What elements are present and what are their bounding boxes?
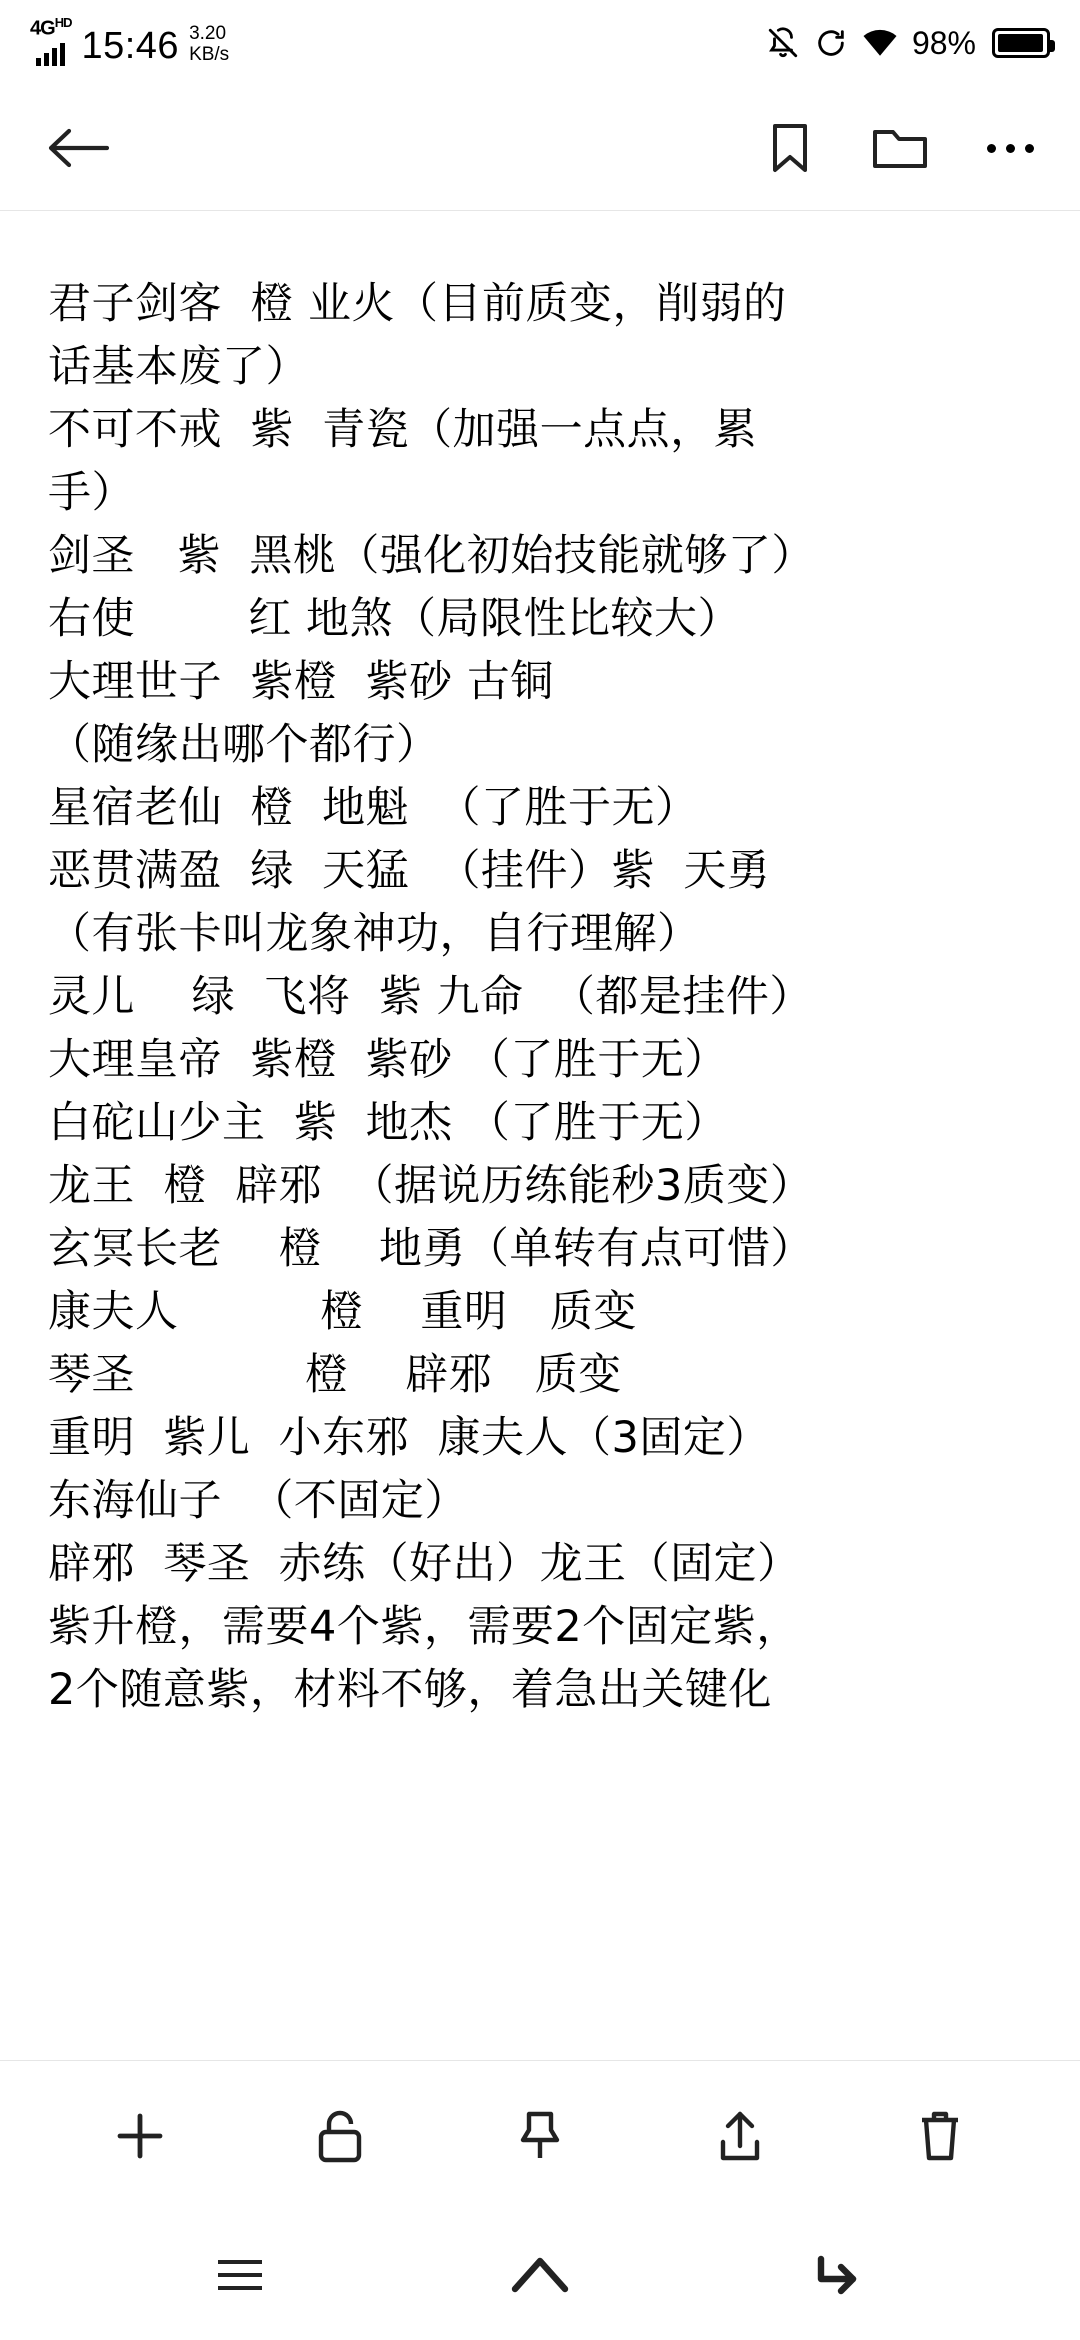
note-line: 话基本废了） [48, 342, 309, 392]
note-line: 白砣山少主 紫 地杰 （了胜于无） [48, 1098, 728, 1148]
note-line: 玄冥长老 橙 地勇（单转有点可惜） [48, 1224, 814, 1274]
more-options-icon[interactable] [987, 144, 1034, 153]
note-line: 星宿老仙 橙 地魁 （了胜于无） [48, 783, 699, 833]
note-line: （有张卡叫龙象神功，自行理解） [48, 909, 701, 959]
pin-icon[interactable] [490, 2086, 590, 2186]
unlock-icon[interactable] [290, 2086, 390, 2186]
wifi-icon [862, 28, 898, 58]
trash-icon[interactable] [890, 2086, 990, 2186]
rotate-lock-icon [814, 26, 848, 60]
network-speed-unit: KB/s [189, 43, 230, 65]
menu-icon[interactable] [185, 2235, 295, 2315]
note-line: 剑圣 紫 黑桃（强化初始技能就够了） [48, 531, 815, 581]
note-line: 大理世子 紫橙 紫砂 古铜 [48, 657, 554, 707]
bookmark-icon[interactable] [767, 122, 813, 174]
note-line: 灵儿 绿 飞将 紫 九命 （都是挂件） [48, 972, 813, 1022]
network-type-label: $4G^{HD}$ [30, 15, 72, 40]
note-line: 辟邪 琴圣 赤练（好出）龙王（固定） [48, 1539, 801, 1589]
back-button[interactable] [36, 125, 120, 171]
note-line: 2个随意紫，材料不够，着急出关键化 [48, 1665, 772, 1715]
status-bar-right [766, 25, 1050, 62]
share-icon[interactable] [690, 2086, 790, 2186]
battery-percent-label: 98% [911, 24, 976, 61]
status-clock: 15:46 [81, 24, 180, 67]
status-bar-left [30, 16, 229, 70]
note-line: 恶贯满盈 绿 天猛 （挂件）紫 天勇 [48, 846, 771, 896]
note-line: 不可不戒 紫 青瓷（加强一点点，累 [48, 405, 758, 455]
folder-icon[interactable] [871, 124, 929, 172]
note-line: 东海仙子 （不固定） [48, 1476, 468, 1526]
note-content[interactable] [0, 211, 1080, 2060]
note-line: （随缘出哪个都行） [48, 720, 440, 770]
note-line: 紫升橙，需要4个紫，需要2个固定紫， [48, 1602, 800, 1652]
note-line: 手） [48, 468, 135, 518]
bell-off-icon [766, 26, 800, 60]
status-bar [0, 0, 1080, 86]
network-speed-indicator [189, 24, 229, 66]
app-top-bar [0, 86, 1080, 211]
note-line: 重明 紫儿 小东邪 康夫人（3固定） [48, 1413, 770, 1463]
note-line: 右使 红 地煞（局限性比较大） [48, 594, 742, 644]
back-icon[interactable] [785, 2235, 895, 2315]
note-line: 大理皇帝 紫橙 紫砂 （了胜于无） [48, 1035, 728, 1085]
note-line: 龙王 橙 辟邪 （据说历练能秒3质变） [48, 1161, 814, 1211]
network-speed-value: 3.20 [189, 23, 227, 45]
home-icon[interactable] [485, 2235, 595, 2315]
note-line: 康夫人 橙 重明 质变 [48, 1287, 637, 1337]
network-type-indicator [30, 16, 71, 66]
note-line: 琴圣 橙 辟邪 质变 [48, 1350, 622, 1400]
system-nav-bar [0, 2210, 1080, 2340]
signal-strength-icon [36, 42, 65, 66]
network-sub-label: HD [54, 15, 72, 31]
note-line: 君子剑客 橙 业火（目前质变，削弱的 [48, 279, 787, 329]
top-bar-actions [767, 122, 1044, 174]
battery-icon [992, 28, 1050, 58]
note-toolbar [0, 2060, 1080, 2210]
plus-icon[interactable] [90, 2086, 190, 2186]
